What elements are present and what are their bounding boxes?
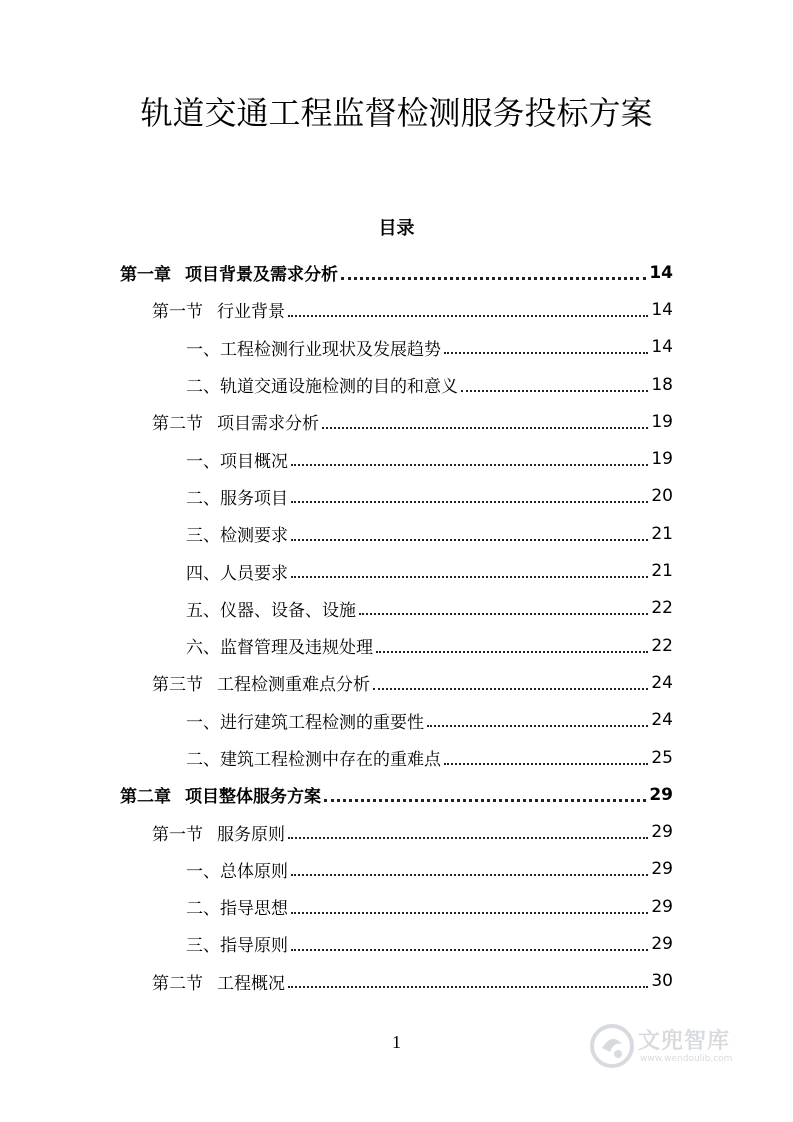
toc-entry-label: 三、: [186, 526, 220, 547]
toc-entry[interactable]: [0, 366, 793, 403]
toc-entry-heading: 项目概况: [220, 451, 288, 472]
table-of-contents: [0, 254, 793, 1000]
toc-entry-heading: 指导原则: [220, 936, 288, 957]
toc-entry[interactable]: [0, 627, 793, 664]
toc-entry-label: 第三节: [152, 675, 203, 696]
toc-page-number: 29: [651, 822, 673, 843]
dot-leader: [291, 464, 648, 466]
toc-entry-heading: 总体原则: [220, 861, 288, 882]
toc-entry[interactable]: [0, 739, 793, 776]
toc-entry[interactable]: [0, 776, 793, 813]
toc-entry[interactable]: [0, 440, 793, 477]
toc-entry-heading: 指导思想: [220, 899, 288, 920]
toc-entry-title: [186, 857, 288, 882]
toc-page-number: 14: [651, 299, 673, 320]
toc-entry-heading: 项目需求分析: [217, 414, 319, 435]
toc-entry-title: [186, 894, 288, 919]
dot-leader: [288, 837, 648, 839]
dot-leader: [444, 352, 648, 354]
dot-leader: [291, 874, 648, 876]
toc-entry-heading: 行业背景: [217, 302, 285, 323]
toc-entry-title: [152, 670, 370, 695]
toc-entry[interactable]: [0, 664, 793, 701]
toc-entry-label: 一、: [186, 712, 220, 733]
toc-entry[interactable]: [0, 888, 793, 925]
toc-page-number: 18: [651, 374, 673, 395]
toc-entry[interactable]: [0, 851, 793, 888]
toc-entry-title: [186, 521, 288, 546]
wendou-logo-icon: [588, 1022, 636, 1070]
toc-page-number: 20: [651, 486, 673, 507]
toc-entry-title: [186, 633, 373, 658]
toc-entry-title: [152, 297, 285, 322]
dot-leader: [444, 763, 648, 765]
watermark-text: 文兜智库: [638, 1029, 731, 1054]
dot-leader: [291, 912, 648, 914]
toc-entry-title: [152, 409, 319, 434]
toc-entry[interactable]: [0, 590, 793, 627]
toc-entry-heading: 工程检测行业现状及发展趋势: [220, 339, 441, 360]
dot-leader: [373, 688, 648, 690]
toc-page-number: 29: [651, 896, 673, 917]
toc-entry[interactable]: [0, 329, 793, 366]
dot-leader: [324, 799, 646, 802]
toc-entry-label: 一、: [186, 339, 220, 360]
toc-entry-label: 六、: [186, 638, 220, 659]
toc-entry-title: [152, 969, 285, 994]
dot-leader: [291, 949, 648, 951]
toc-entry-title: [186, 484, 288, 509]
toc-entry-title: [152, 820, 285, 845]
toc-page-number: 14: [649, 262, 673, 283]
toc-entry[interactable]: [0, 403, 793, 440]
toc-page-number: 21: [651, 523, 673, 544]
toc-entry-title: [120, 260, 338, 285]
toc-entry-heading: 工程检测重难点分析: [217, 675, 370, 696]
toc-entry-label: 第一节: [152, 824, 203, 845]
toc-entry-title: [186, 447, 288, 472]
toc-entry-heading: 人员要求: [220, 563, 288, 584]
toc-page-number: 22: [651, 635, 673, 656]
toc-heading: 目录: [378, 218, 415, 239]
toc-entry[interactable]: [0, 552, 793, 589]
toc-entry-label: 第一章: [120, 265, 171, 286]
toc-entry-title: [186, 596, 356, 621]
toc-entry-title: [186, 372, 458, 397]
toc-entry-label: 二、: [186, 377, 220, 398]
toc-entry-title: [186, 335, 441, 360]
toc-entry-title: [186, 559, 288, 584]
toc-page-number: 25: [651, 747, 673, 768]
toc-entry-heading: 项目背景及需求分析: [185, 265, 338, 286]
toc-page-number: 24: [651, 710, 673, 731]
toc-entry-heading: 工程概况: [217, 973, 285, 994]
toc-page-number: 19: [651, 449, 673, 470]
toc-entry-heading: 建筑工程检测中存在的重难点: [220, 750, 441, 770]
dot-leader: [461, 390, 648, 392]
toc-page-number: 14: [651, 337, 673, 358]
dot-leader: [322, 427, 648, 429]
toc-page-number: 22: [651, 598, 673, 619]
toc-entry-title: [186, 708, 424, 733]
toc-entry-label: 第二节: [152, 414, 203, 435]
toc-entry-label: 一、: [186, 451, 220, 472]
dot-leader: [376, 651, 648, 653]
toc-entry-heading: 检测要求: [220, 526, 288, 547]
watermark: [588, 1018, 758, 1074]
dot-leader: [288, 986, 648, 988]
toc-entry-heading: 服务项目: [220, 488, 288, 509]
toc-page-number: 19: [651, 411, 673, 432]
toc-entry-label: 第二节: [152, 973, 203, 994]
toc-entry-title: [120, 782, 321, 807]
toc-entry[interactable]: [0, 515, 793, 552]
dot-leader: [291, 539, 648, 541]
toc-page-number: 21: [651, 561, 673, 582]
toc-entry-heading: 进行建筑工程检测的重要性: [220, 712, 424, 733]
toc-page-number: 29: [649, 784, 673, 805]
dot-leader: [291, 576, 648, 578]
toc-entry-label: 第一节: [152, 302, 203, 323]
toc-entry-label: 五、: [186, 600, 220, 621]
toc-page-number: 24: [651, 672, 673, 693]
document-title: 轨道交通工程监督检测服务投标方案: [140, 94, 653, 132]
dot-leader: [291, 501, 648, 503]
toc-entry-label: 二、: [186, 899, 220, 920]
toc-entry-heading: 服务原则: [217, 824, 285, 845]
toc-entry[interactable]: [0, 702, 793, 739]
toc-entry-label: 二、: [186, 488, 220, 509]
toc-entry-label: 二、: [186, 750, 220, 770]
toc-entry-label: 三、: [186, 936, 220, 957]
toc-entry[interactable]: [0, 963, 793, 1000]
toc-entry-heading: 仪器、设备、设施: [220, 600, 356, 621]
toc-entry-label: 一、: [186, 861, 220, 882]
toc-entry[interactable]: [0, 813, 793, 850]
toc-entry-heading: 项目整体服务方案: [185, 787, 321, 808]
toc-page-number: 29: [651, 933, 673, 954]
toc-entry[interactable]: [0, 478, 793, 515]
watermark-url: www.wendoulib.com: [640, 1054, 733, 1064]
toc-entry[interactable]: [0, 254, 793, 291]
toc-entry-label: 四、: [186, 563, 220, 584]
toc-page-number: 29: [651, 859, 673, 880]
toc-entry-heading: 轨道交通设施检测的目的和意义: [220, 377, 458, 398]
dot-leader: [341, 277, 646, 280]
toc-entry-label: 第二章: [120, 787, 171, 808]
page-number: 1: [392, 1032, 401, 1052]
toc-entry-title: [186, 931, 288, 956]
toc-entry[interactable]: [0, 291, 793, 328]
toc-entry-title: [186, 745, 441, 770]
toc-page-number: 30: [651, 971, 673, 992]
toc-entry[interactable]: [0, 925, 793, 962]
dot-leader: [288, 315, 648, 317]
toc-entry-heading: 监督管理及违规处理: [220, 638, 373, 659]
dot-leader: [427, 725, 648, 727]
dot-leader: [359, 613, 648, 615]
